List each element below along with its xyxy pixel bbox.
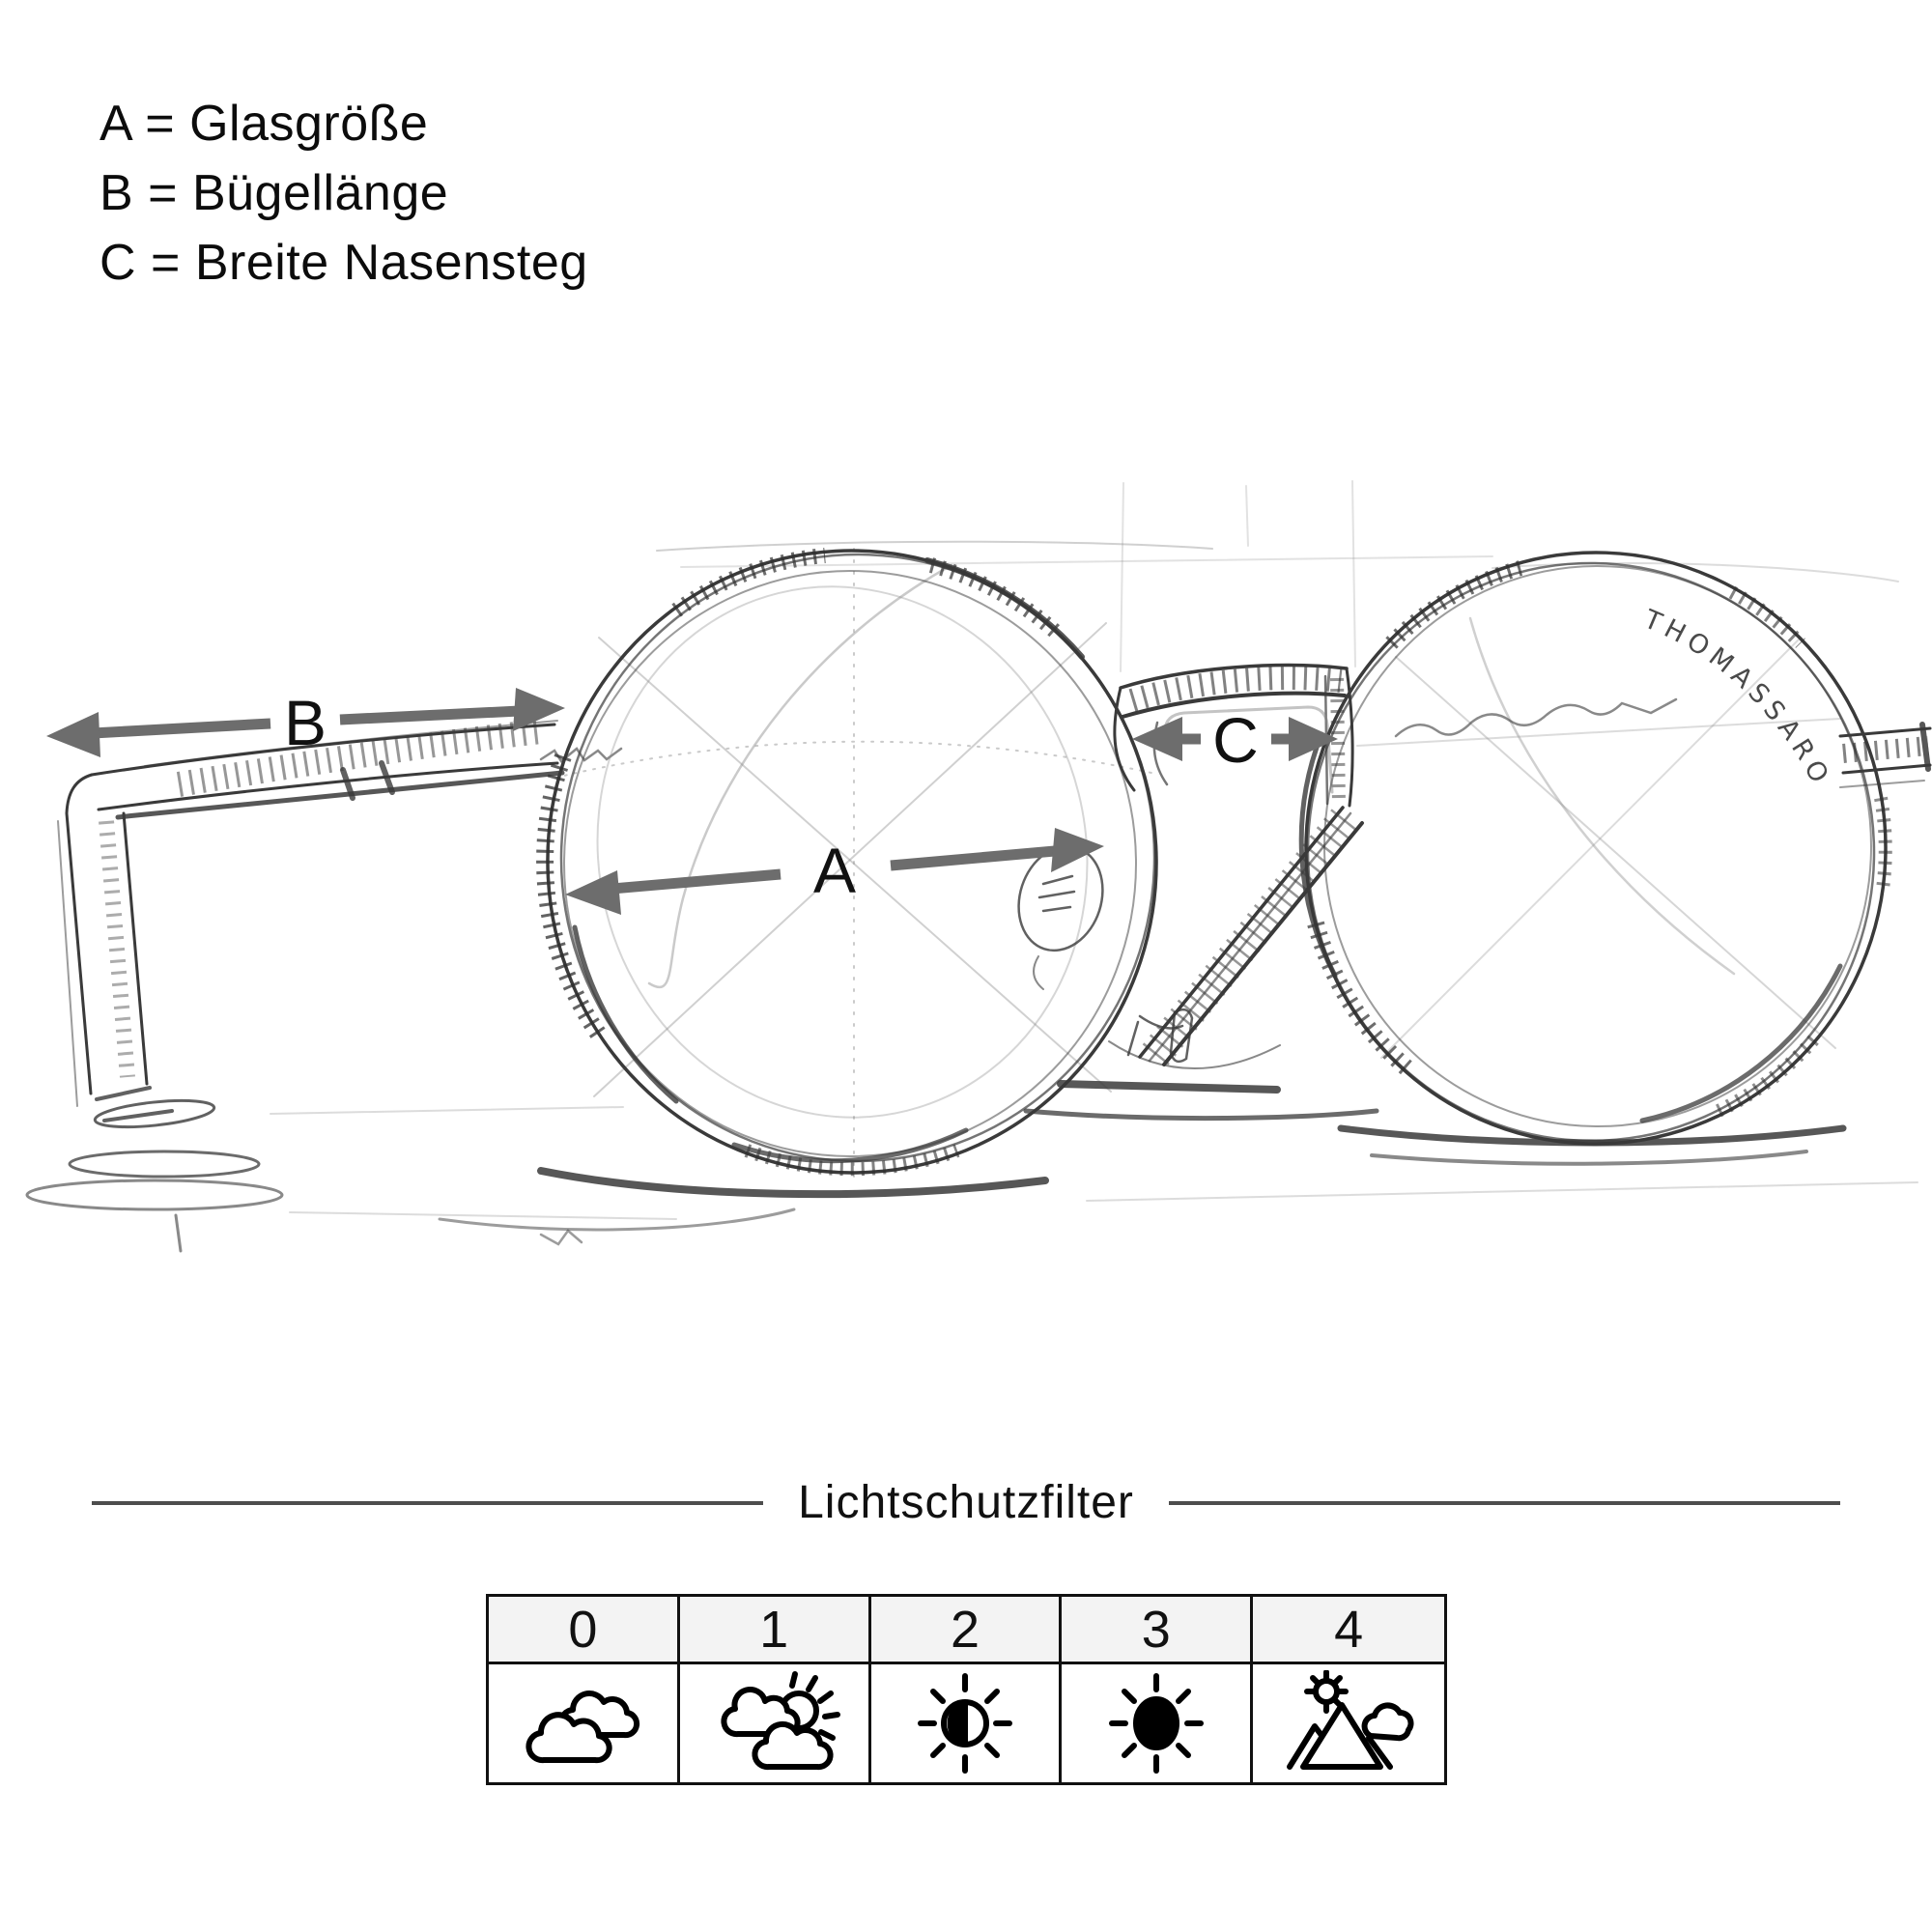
filter-section-title: Lichtschutzfilter — [798, 1477, 1134, 1528]
clouds-icon — [515, 1675, 650, 1772]
filter-level-3: 3 — [1062, 1597, 1253, 1664]
filled-sun-icon — [1098, 1670, 1214, 1776]
right-lens-sketch — [1296, 543, 1930, 1164]
filter-section-header — [92, 1476, 1840, 1529]
filter-level-2: 2 — [871, 1597, 1063, 1664]
rule-left — [92, 1501, 763, 1505]
half-sun-icon — [907, 1670, 1023, 1776]
mountains-sun-icon — [1276, 1670, 1421, 1776]
arrow-c — [1132, 704, 1338, 776]
filter-icon-cell-3 — [1062, 1664, 1253, 1782]
filter-icon-cell-1 — [680, 1664, 871, 1782]
arrow-label-a: A — [812, 835, 857, 906]
arrow-label-b: B — [283, 687, 327, 758]
arrow-b — [46, 687, 565, 758]
filter-icon-cell-0 — [489, 1664, 680, 1782]
filter-level-1: 1 — [680, 1597, 871, 1664]
legend-item-c: C = Breite Nasensteg — [99, 235, 588, 291]
arrow-label-c: C — [1212, 704, 1259, 776]
arrow-a — [565, 828, 1104, 915]
legend-item-a: A = Glasgröße — [99, 96, 429, 152]
filter-icon-cell-4 — [1253, 1664, 1444, 1782]
legend-item-b: B = Bügellänge — [99, 165, 449, 221]
rule-right — [1169, 1501, 1840, 1505]
ground-shadow-left — [440, 1171, 1045, 1244]
filter-level-4: 4 — [1253, 1597, 1444, 1664]
brand-scribble-text: THOMASSARO — [1639, 604, 1837, 793]
filter-level-0: 0 — [489, 1597, 680, 1664]
filter-icon-cell-2 — [871, 1664, 1063, 1782]
filter-level-table — [486, 1594, 1447, 1785]
sun-behind-clouds-icon — [701, 1670, 846, 1776]
left-temple-sketch — [27, 721, 621, 1251]
